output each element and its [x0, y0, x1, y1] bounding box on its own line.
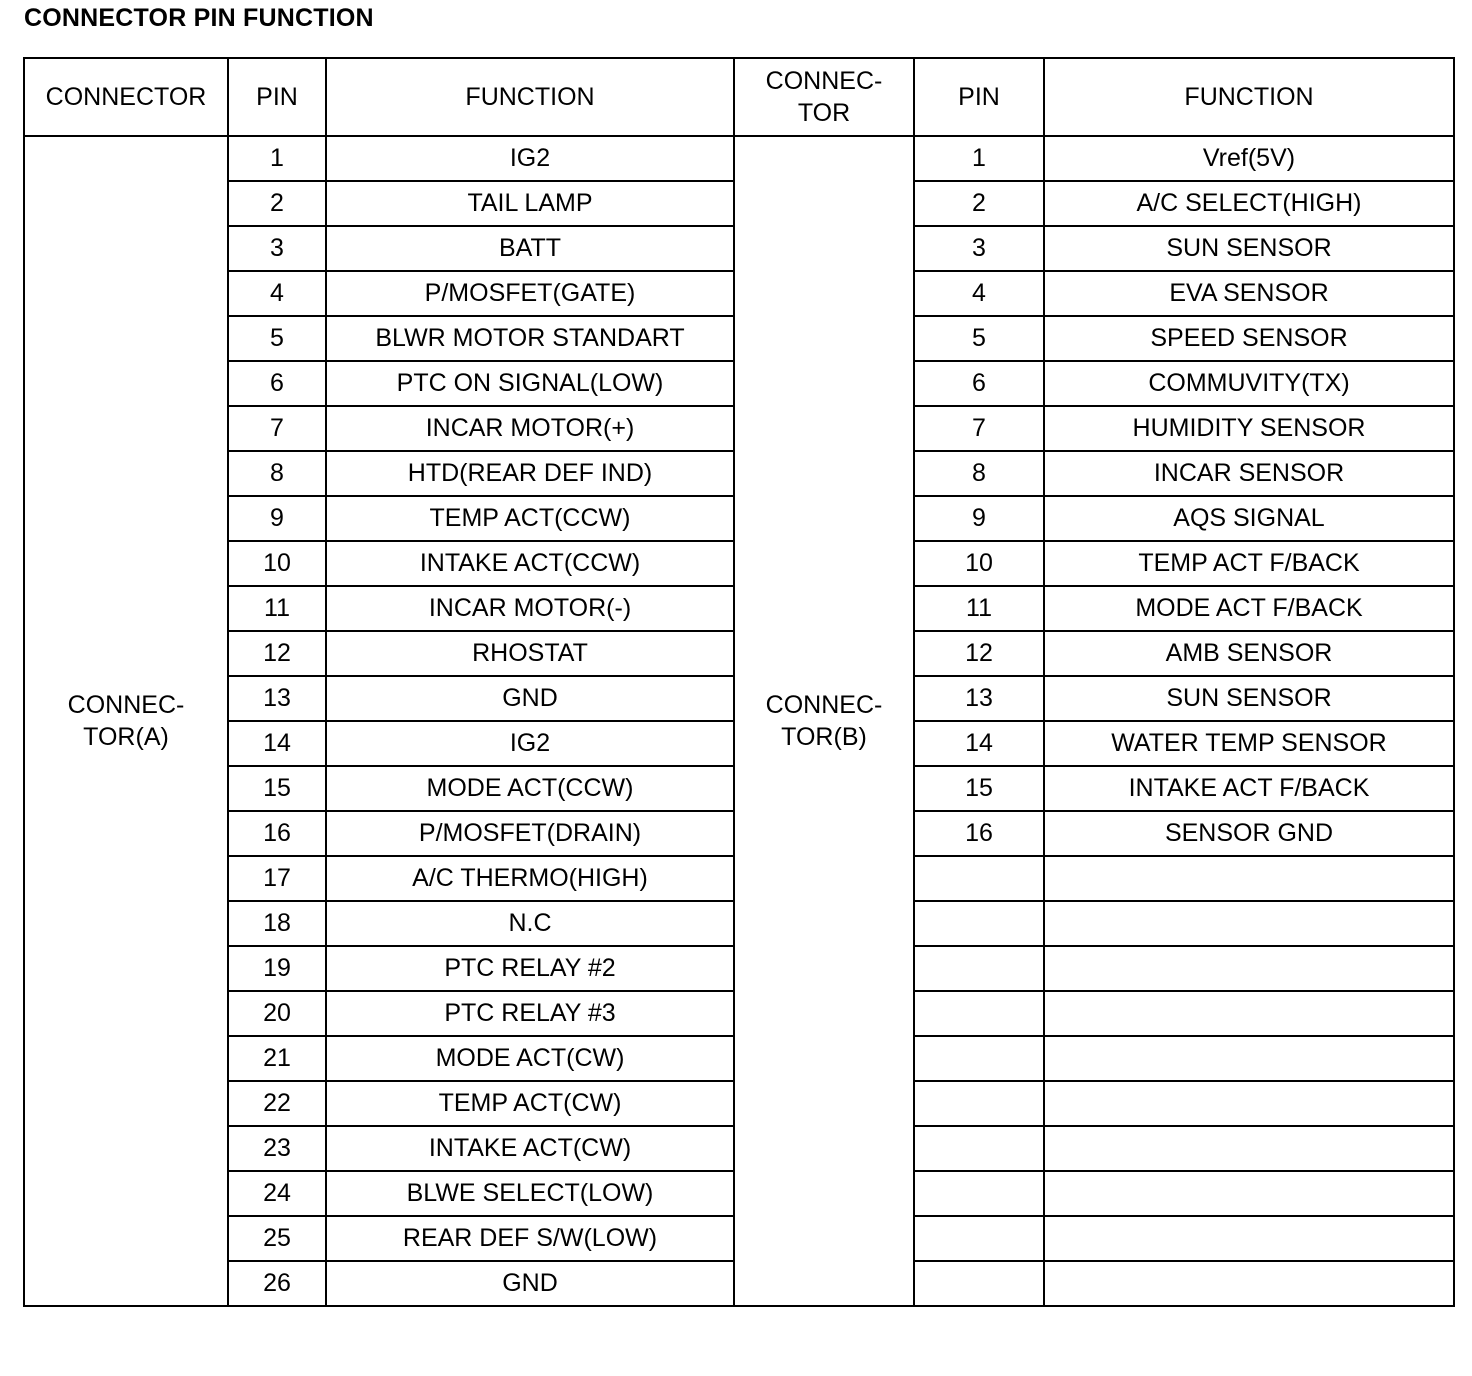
pin-b-function — [1044, 1036, 1454, 1081]
pin-a-function: RHOSTAT — [326, 631, 734, 676]
pin-a-number: 11 — [228, 586, 326, 631]
pin-a-function: INCAR MOTOR(+) — [326, 406, 734, 451]
pin-a-function: P/MOSFET(DRAIN) — [326, 811, 734, 856]
pin-b-function: SENSOR GND — [1044, 811, 1454, 856]
pin-b-function: WATER TEMP SENSOR — [1044, 721, 1454, 766]
pin-b-number: 11 — [914, 586, 1044, 631]
header-connector-b: CONNEC- TOR — [734, 58, 914, 136]
pin-a-function: INCAR MOTOR(-) — [326, 586, 734, 631]
pin-a-number: 17 — [228, 856, 326, 901]
pin-b-function: SPEED SENSOR — [1044, 316, 1454, 361]
pin-b-number — [914, 1126, 1044, 1171]
pin-b-number — [914, 946, 1044, 991]
pin-a-number: 20 — [228, 991, 326, 1036]
pin-a-number: 25 — [228, 1216, 326, 1261]
pin-a-function: IG2 — [326, 721, 734, 766]
connector-a-label: CONNEC- TOR(A) — [24, 136, 228, 1306]
pin-b-function — [1044, 1081, 1454, 1126]
pin-a-number: 5 — [228, 316, 326, 361]
pin-a-number: 21 — [228, 1036, 326, 1081]
pin-a-function: P/MOSFET(GATE) — [326, 271, 734, 316]
pin-b-number — [914, 1261, 1044, 1306]
pin-a-function: GND — [326, 1261, 734, 1306]
pin-a-number: 23 — [228, 1126, 326, 1171]
pin-a-function: INTAKE ACT(CW) — [326, 1126, 734, 1171]
pin-b-number — [914, 1171, 1044, 1216]
pin-a-function: TAIL LAMP — [326, 181, 734, 226]
pin-b-number: 15 — [914, 766, 1044, 811]
pin-b-number: 14 — [914, 721, 1044, 766]
pin-a-number: 1 — [228, 136, 326, 181]
pin-b-function: AMB SENSOR — [1044, 631, 1454, 676]
pin-b-number: 9 — [914, 496, 1044, 541]
pin-a-number: 8 — [228, 451, 326, 496]
pin-a-number: 19 — [228, 946, 326, 991]
pin-b-function: Vref(5V) — [1044, 136, 1454, 181]
pin-b-number: 5 — [914, 316, 1044, 361]
pin-b-number: 12 — [914, 631, 1044, 676]
pin-b-number: 16 — [914, 811, 1044, 856]
table-body — [24, 136, 1454, 1306]
pin-a-number: 14 — [228, 721, 326, 766]
pin-a-function: PTC RELAY #2 — [326, 946, 734, 991]
pin-b-number: 6 — [914, 361, 1044, 406]
pin-b-number — [914, 901, 1044, 946]
pin-b-number: 13 — [914, 676, 1044, 721]
pin-b-number: 2 — [914, 181, 1044, 226]
pin-a-function: PTC RELAY #3 — [326, 991, 734, 1036]
pin-b-function: MODE ACT F/BACK — [1044, 586, 1454, 631]
header-connector-a: CONNECTOR — [24, 58, 228, 136]
pin-b-number: 8 — [914, 451, 1044, 496]
pin-b-number: 7 — [914, 406, 1044, 451]
pin-b-function — [1044, 1126, 1454, 1171]
header-row — [24, 58, 1454, 136]
pin-a-number: 12 — [228, 631, 326, 676]
pin-b-function: AQS SIGNAL — [1044, 496, 1454, 541]
pin-a-number: 22 — [228, 1081, 326, 1126]
pin-b-number: 10 — [914, 541, 1044, 586]
pin-b-function: INCAR SENSOR — [1044, 451, 1454, 496]
pin-b-function: A/C SELECT(HIGH) — [1044, 181, 1454, 226]
pin-b-function: TEMP ACT F/BACK — [1044, 541, 1454, 586]
pin-b-function — [1044, 946, 1454, 991]
pin-a-function: TEMP ACT(CW) — [326, 1081, 734, 1126]
pin-b-function: COMMUVITY(TX) — [1044, 361, 1454, 406]
header-pin-b: PIN — [914, 58, 1044, 136]
pin-b-function: EVA SENSOR — [1044, 271, 1454, 316]
connector-b-label: CONNEC- TOR(B) — [734, 136, 914, 1306]
pin-b-number: 3 — [914, 226, 1044, 271]
pin-a-number: 6 — [228, 361, 326, 406]
pin-a-number: 16 — [228, 811, 326, 856]
pin-b-number — [914, 1036, 1044, 1081]
pin-a-function: TEMP ACT(CCW) — [326, 496, 734, 541]
pin-b-function — [1044, 991, 1454, 1036]
pin-b-number — [914, 1081, 1044, 1126]
pin-b-function: HUMIDITY SENSOR — [1044, 406, 1454, 451]
pin-b-number — [914, 856, 1044, 901]
pin-a-function: BLWE SELECT(LOW) — [326, 1171, 734, 1216]
pin-a-function: IG2 — [326, 136, 734, 181]
pin-a-number: 26 — [228, 1261, 326, 1306]
pin-a-number: 7 — [228, 406, 326, 451]
connector-pin-table — [23, 57, 1455, 1307]
pin-a-number: 3 — [228, 226, 326, 271]
pin-b-function: INTAKE ACT F/BACK — [1044, 766, 1454, 811]
pin-a-number: 13 — [228, 676, 326, 721]
header-function-b: FUNCTION — [1044, 58, 1454, 136]
pin-b-function: SUN SENSOR — [1044, 226, 1454, 271]
pin-a-function: MODE ACT(CCW) — [326, 766, 734, 811]
pin-a-number: 4 — [228, 271, 326, 316]
pin-a-number: 18 — [228, 901, 326, 946]
pin-a-number: 9 — [228, 496, 326, 541]
table-row — [24, 136, 1454, 181]
header-function-a: FUNCTION — [326, 58, 734, 136]
pin-b-number: 4 — [914, 271, 1044, 316]
header-pin-a: PIN — [228, 58, 326, 136]
pin-a-number: 10 — [228, 541, 326, 586]
pin-a-function: A/C THERMO(HIGH) — [326, 856, 734, 901]
pin-a-function: GND — [326, 676, 734, 721]
pin-a-function: INTAKE ACT(CCW) — [326, 541, 734, 586]
pin-b-function — [1044, 856, 1454, 901]
pin-a-number: 2 — [228, 181, 326, 226]
pin-b-function: SUN SENSOR — [1044, 676, 1454, 721]
pin-a-function: BATT — [326, 226, 734, 271]
pin-b-function — [1044, 1171, 1454, 1216]
pin-a-function: MODE ACT(CW) — [326, 1036, 734, 1081]
pin-b-number — [914, 1216, 1044, 1261]
pin-a-function: N.C — [326, 901, 734, 946]
pin-a-function: HTD(REAR DEF IND) — [326, 451, 734, 496]
pin-b-number: 1 — [914, 136, 1044, 181]
pin-b-number — [914, 991, 1044, 1036]
pin-b-function — [1044, 1261, 1454, 1306]
pin-a-number: 24 — [228, 1171, 326, 1216]
pin-a-number: 15 — [228, 766, 326, 811]
pin-b-function — [1044, 1216, 1454, 1261]
pin-a-function: REAR DEF S/W(LOW) — [326, 1216, 734, 1261]
pin-a-function: PTC ON SIGNAL(LOW) — [326, 361, 734, 406]
pin-a-function: BLWR MOTOR STANDART — [326, 316, 734, 361]
pin-b-function — [1044, 901, 1454, 946]
page-title: CONNECTOR PIN FUNCTION — [24, 4, 374, 32]
